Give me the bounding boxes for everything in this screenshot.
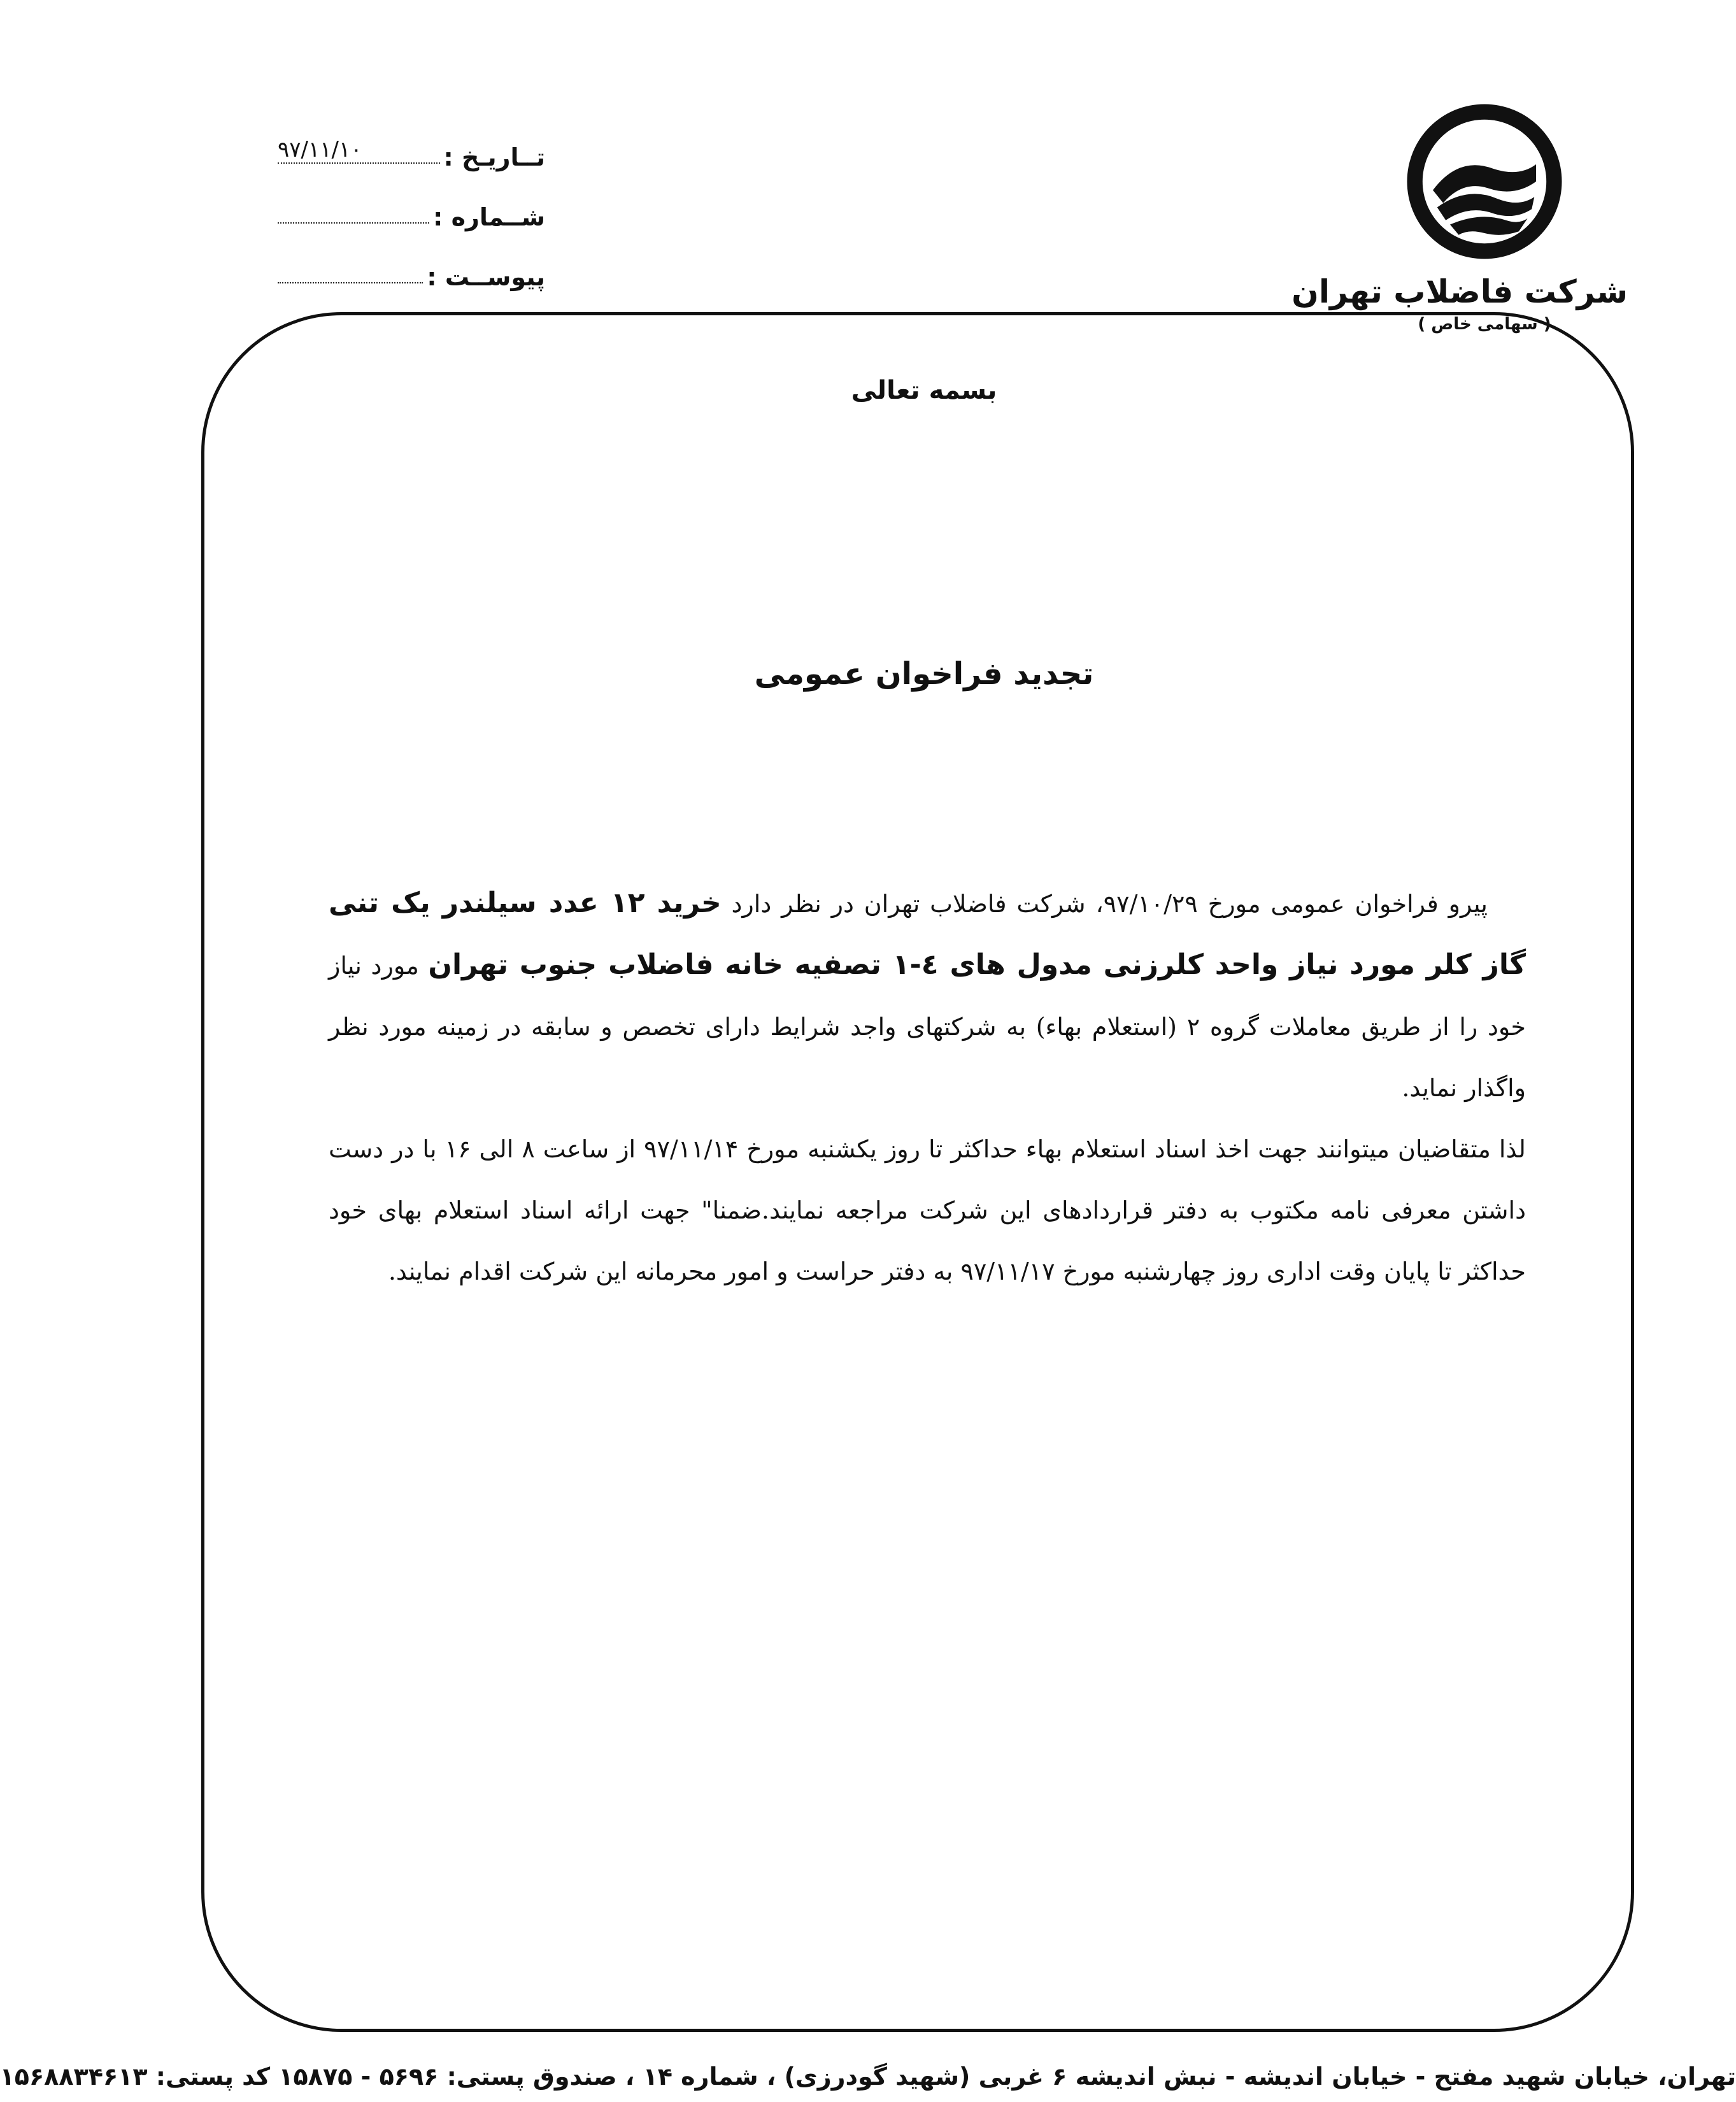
- company-logo-icon: [1398, 96, 1570, 268]
- number-row: [278, 171, 545, 231]
- attachment-row: [278, 231, 545, 291]
- salutation: بسمه تعالی: [851, 376, 997, 405]
- attachment-line: [278, 257, 423, 283]
- paragraph-1: [329, 873, 1526, 1119]
- footer-address: تهران، خیابان شهید مفتح - خیابان اندیشه - نبش اندیشه ۶ غربی (شهید گودرزی) ، شماره ۱۴ ، صندوق پستی: ۵۶۹۶ - ۱۵۸۷۵ کد پستی: ۱۵۶۸۸۳۴۶۱۳: [0, 2063, 1736, 2091]
- letter-body: [329, 873, 1526, 1302]
- date-line: [278, 137, 440, 164]
- number-label: شــماره :: [433, 203, 545, 231]
- letter-meta: [278, 111, 545, 291]
- date-label: تــاریـخ :: [443, 143, 545, 171]
- paragraph-1-start: پیرو فراخوان عمومی مورخ ۹۷/۱۰/۲۹، شرکت فاضلاب تهران در نظر دارد: [721, 890, 1488, 918]
- paragraph-1-bold: خرید ۱۲ عدد سیلندر یک تنی گاز کلر مورد نیاز واحد کلرزنی مدول های ٤-۱ تصفیه خانه فاضلاب جنوب تهران: [329, 887, 1526, 981]
- company-name: شرکت فاضلاب تهران: [1291, 273, 1628, 310]
- date-value: ۹۷/۱۱/۱۰: [278, 137, 362, 162]
- date-row: [278, 111, 545, 171]
- number-line: [278, 197, 429, 224]
- company-logo-block: [1291, 96, 1628, 334]
- paragraph-2: لذا متقاضیان میتوانند جهت اخذ اسناد استعلام بهاء حداکثر تا روز یکشنبه مورخ ۹۷/۱۱/۱۴ از ساعت ۸ الی ۱۶ با در دست داشتن معرفی نامه مکتوب به دفتر قراردادهای این شرکت مراجعه نمایند.ضمنا" جهت ارائه اسناد استعلام بهای خود حداکثر تا پایان وقت اداری روز چهارشنبه مورخ ۹۷/۱۱/۱۷ به دفتر حراست و امور محرمانه این شرکت اقدام نمایند.: [329, 1135, 1526, 1285]
- attachment-label: پیوســت :: [427, 263, 545, 291]
- paragraph-1-end: مورد نیاز خود را از طریق معاملات گروه ۲ (استعلام بهاء) به شرکتهای واجد شرایط دارای تخصص و سابقه در زمینه مورد نظر واگذار نماید.: [329, 952, 1526, 1102]
- company-type: ( سهامی خاص ): [1418, 315, 1551, 334]
- page-title: تجدید فراخوان عمومی: [754, 656, 1094, 692]
